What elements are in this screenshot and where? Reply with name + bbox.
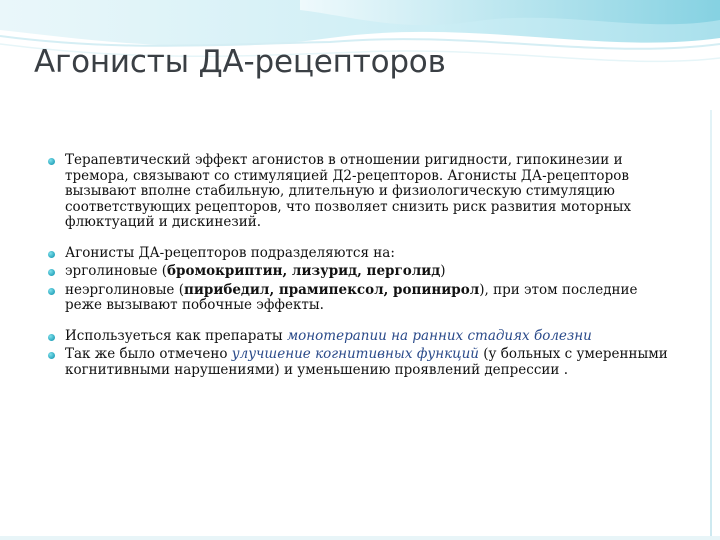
bullet-monotherapy [48, 329, 678, 345]
cognitive-prefix: Так же было отмечено [65, 346, 232, 362]
bullet-group-1 [48, 153, 678, 231]
paragraph-1-text: Терапевтический эффект агонистов в отношении ригидности, гипокинезии и тремора, связывают со стимуляцией Д2-рецепторов. Агонисты ДА-рецепторов вызывают вполне стабильную, длительную и физиологическую стимуляцию соответствующих рецепторов, что позволяет снизить риск развития моторных флюктуаций и дискинезий. [65, 152, 631, 230]
ergoline-drugs: бромокриптин, лизурид, перголид [167, 263, 441, 279]
ergoline-prefix: эрголиновые ( [65, 263, 167, 279]
ergoline-suffix: ) [440, 263, 446, 279]
right-edge-decoration [710, 110, 712, 540]
monotherapy-italic: монотерапии на ранних стадиях болезни [286, 327, 592, 344]
classes-intro-text: Агонисты ДА-рецепторов подразделяются на: [65, 244, 395, 261]
nonergoline-drugs: пирибедил, прамипексол, ропинирол [183, 281, 480, 298]
cognitive-suffix: (у больных с умеренными когнитивными нарушениями) и уменьшению проявлений депрессии . [65, 346, 668, 378]
bullet-group-3 [48, 329, 678, 379]
bullet-agonist-classes [48, 246, 678, 262]
bullet-group-2 [48, 246, 678, 314]
nonergoline-suffix: ), при этом последние реже вызывают побочные эффекты. [65, 281, 638, 313]
slide-title: Агонисты ДА-рецепторов [34, 44, 446, 80]
bullet-nonergoline [48, 283, 678, 314]
bottom-rule [0, 536, 720, 540]
cognitive-italic: улучшение когнитивных функций [231, 346, 479, 362]
bullet-paragraph-1 [48, 153, 678, 231]
monotherapy-prefix: Используеться как препараты [65, 327, 287, 344]
bullet-ergoline [48, 264, 678, 280]
nonergoline-prefix: неэрголиновые ( [65, 281, 184, 298]
bullet-cognitive [48, 347, 678, 378]
slide-content [48, 153, 678, 393]
